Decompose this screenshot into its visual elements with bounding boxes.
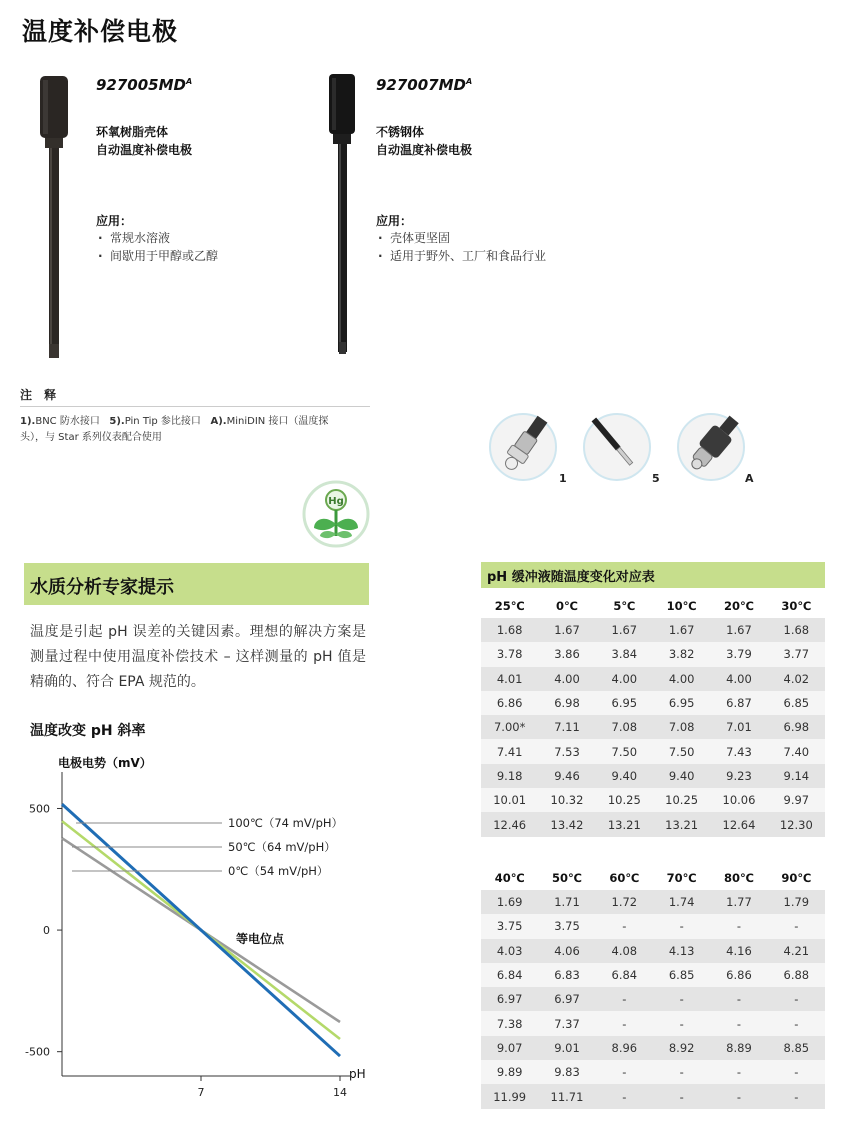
table-cell: 6.98 [768, 715, 825, 739]
y-tick-label: 0 [43, 924, 50, 938]
table-cell: 9.01 [538, 1036, 595, 1060]
table-row [481, 914, 825, 938]
table-cell: 1.69 [481, 890, 538, 914]
table-cell: 11.71 [538, 1084, 595, 1108]
table-row [481, 1011, 825, 1035]
application-list [96, 229, 276, 265]
table-cell: 7.43 [710, 739, 767, 763]
table-cell: 9.40 [596, 764, 653, 788]
table-cell: 6.86 [481, 691, 538, 715]
table-cell: 6.95 [653, 691, 710, 715]
table-cell: 7.50 [653, 739, 710, 763]
x-tick-label: 7 [197, 1086, 205, 1099]
table-row [481, 788, 825, 812]
table-cell: 9.83 [538, 1060, 595, 1084]
table-row [481, 739, 825, 763]
table-cell: 6.85 [768, 691, 825, 715]
buffer-table-header [481, 562, 825, 588]
table-cell: 1.68 [768, 618, 825, 642]
pin-tip-connector-icon [583, 413, 651, 481]
table-cell: 1.79 [768, 890, 825, 914]
column-header: 40℃ [481, 866, 538, 890]
table-cell: 3.77 [768, 642, 825, 666]
tips-title: 水质分析专家提示 [30, 577, 174, 598]
electrode-927005-image [36, 74, 72, 364]
table-cell: 10.01 [481, 788, 538, 812]
x-axis-label: pH [349, 1067, 366, 1081]
column-header: 10℃ [653, 594, 710, 618]
column-header: 80℃ [710, 866, 767, 890]
column-header: 25℃ [481, 594, 538, 618]
chart-title: 温度改变 pH 斜率 [30, 723, 146, 739]
table-cell: 1.67 [538, 618, 595, 642]
table-cell: - [710, 914, 767, 938]
table-row [481, 642, 825, 666]
table-cell: 6.95 [596, 691, 653, 715]
list-item: · 适用于野外、工厂和食品行业 [376, 247, 552, 265]
table-cell: 13.21 [653, 812, 710, 836]
tips-header [24, 563, 369, 605]
table-cell: 6.85 [653, 963, 710, 987]
table-cell: - [596, 1084, 653, 1108]
column-header: 50℃ [538, 866, 595, 890]
table-row [481, 667, 825, 691]
table-cell: 1.68 [481, 618, 538, 642]
notes-title: 注 释 [20, 388, 61, 402]
table-row [481, 987, 825, 1011]
table-cell: 7.08 [653, 715, 710, 739]
isopotential-point [200, 929, 203, 932]
table-cell: 6.84 [596, 963, 653, 987]
table-cell: 7.08 [596, 715, 653, 739]
table-cell: 9.18 [481, 764, 538, 788]
table-cell: 1.77 [710, 890, 767, 914]
column-header: 90℃ [768, 866, 825, 890]
table-row [481, 963, 825, 987]
table-cell: 3.86 [538, 642, 595, 666]
slope-chart [0, 740, 420, 1110]
column-header: 30℃ [768, 594, 825, 618]
table-cell: - [768, 1011, 825, 1035]
table-cell: - [596, 914, 653, 938]
table-cell: 7.41 [481, 739, 538, 763]
table-cell: 7.40 [768, 739, 825, 763]
table-cell: 10.25 [653, 788, 710, 812]
table-cell: 8.89 [710, 1036, 767, 1060]
tips-text: 温度是引起 pH 误差的关键因素。理想的解决方案是测量过程中使用温度补偿技术 – 这样测量的 pH 值是精确的、符合 EPA 规范的。 [30, 624, 366, 690]
table-cell: 13.42 [538, 812, 595, 836]
table-cell: 3.79 [710, 642, 767, 666]
table-cell: 12.46 [481, 812, 538, 836]
table-cell: 3.78 [481, 642, 538, 666]
table-row [481, 939, 825, 963]
product-model: $927005MD^A$ [96, 76, 193, 94]
electrode-927007-image [325, 72, 361, 362]
table-row [481, 1036, 825, 1060]
buffer-table-high-temp [481, 866, 825, 1109]
svg-text:Hg: Hg [328, 496, 344, 507]
table-row [481, 618, 825, 642]
table-cell: 1.67 [653, 618, 710, 642]
product-model: $927007MD^A$ [376, 76, 473, 94]
column-header: 20℃ [710, 594, 767, 618]
y-tick-label: 500 [29, 802, 50, 816]
legend-label: 0℃（54 mV/pH） [228, 864, 329, 878]
table-cell: - [710, 1060, 767, 1084]
table-cell: 6.84 [481, 963, 538, 987]
table-cell: - [653, 914, 710, 938]
table-cell: - [653, 1011, 710, 1035]
column-header: 5℃ [596, 594, 653, 618]
application-title: 应用： [376, 214, 413, 228]
legend-label: 100℃（74 mV/pH） [228, 816, 344, 830]
table-cell: 3.82 [653, 642, 710, 666]
table-cell: 9.97 [768, 788, 825, 812]
table-cell: - [768, 1060, 825, 1084]
table-cell: - [710, 987, 767, 1011]
table-cell: 10.32 [538, 788, 595, 812]
x-tick-label: 14 [333, 1086, 347, 1099]
table-cell: 1.72 [596, 890, 653, 914]
table-cell: 6.83 [538, 963, 595, 987]
table-cell: 12.64 [710, 812, 767, 836]
table-cell: 7.53 [538, 739, 595, 763]
table-cell: 6.98 [538, 691, 595, 715]
connector-label: A [745, 472, 754, 485]
table-cell: 8.96 [596, 1036, 653, 1060]
table-row [481, 764, 825, 788]
table-cell: 7.50 [596, 739, 653, 763]
table-cell: 6.97 [481, 987, 538, 1011]
product-description: 环氧树脂壳体 自动温度补偿电极 [96, 125, 193, 157]
table-cell: - [596, 1011, 653, 1035]
table-cell: 3.75 [481, 914, 538, 938]
table-cell: 4.21 [768, 939, 825, 963]
table-cell: 1.67 [596, 618, 653, 642]
notes-text: 1).BNC 防水接口 5).Pin Tip 参比接口 A).MiniDIN 接口（温度探头），与 Star 系列仪表配合使用 [20, 416, 329, 443]
table-cell: 11.99 [481, 1084, 538, 1108]
legend-label: 50℃（64 mV/pH） [228, 840, 336, 854]
table-cell: - [710, 1084, 767, 1108]
table-cell: 9.14 [768, 764, 825, 788]
table-cell: 10.25 [596, 788, 653, 812]
table-cell: 4.08 [596, 939, 653, 963]
table-cell: 4.06 [538, 939, 595, 963]
table-row [481, 812, 825, 836]
table-row [481, 715, 825, 739]
table-row [481, 890, 825, 914]
table-cell: 7.38 [481, 1011, 538, 1035]
table-cell: 4.02 [768, 667, 825, 691]
table-cell: 7.11 [538, 715, 595, 739]
table-cell: 10.06 [710, 788, 767, 812]
column-header: 60℃ [596, 866, 653, 890]
connector-label: 5 [652, 472, 660, 485]
table-cell: 4.00 [710, 667, 767, 691]
list-item: · 壳体更坚固 [376, 229, 552, 247]
table-cell: 6.86 [710, 963, 767, 987]
table-cell: 6.88 [768, 963, 825, 987]
table-cell: 1.74 [653, 890, 710, 914]
table-cell: 4.03 [481, 939, 538, 963]
application-list [376, 229, 552, 265]
table-cell: 4.00 [653, 667, 710, 691]
table-cell: - [653, 1060, 710, 1084]
table-cell: 12.30 [768, 812, 825, 836]
table-cell: - [768, 1084, 825, 1108]
table-cell: 3.75 [538, 914, 595, 938]
product-description: 不锈钢体 自动温度补偿电极 [376, 125, 473, 157]
table-cell: 7.37 [538, 1011, 595, 1035]
table-cell: 6.97 [538, 987, 595, 1011]
buffer-table-low-temp [481, 594, 825, 837]
bnc-connector-icon [489, 413, 557, 481]
table-cell: 7.00* [481, 715, 538, 739]
table-cell: 4.13 [653, 939, 710, 963]
table-cell: 9.46 [538, 764, 595, 788]
y-tick-label: -500 [25, 1045, 50, 1059]
table-cell: 13.21 [596, 812, 653, 836]
table-cell: - [768, 914, 825, 938]
table-cell: 4.16 [710, 939, 767, 963]
table-cell: - [768, 987, 825, 1011]
table-cell: 9.07 [481, 1036, 538, 1060]
table-cell: 4.01 [481, 667, 538, 691]
table-row [481, 1060, 825, 1084]
notes-divider [20, 406, 370, 407]
page-title: 温度补偿电极 [22, 17, 179, 46]
y-axis-label: 电极电势（mV） [58, 756, 152, 770]
list-item: · 间歇用于甲醇或乙醇 [96, 247, 276, 265]
minidin-connector-icon [677, 413, 745, 481]
table-cell: 3.84 [596, 642, 653, 666]
list-item: · 常规水溶液 [96, 229, 276, 247]
table-cell: - [710, 1011, 767, 1035]
table-cell: 7.01 [710, 715, 767, 739]
table-cell: 4.00 [596, 667, 653, 691]
column-header: 70℃ [653, 866, 710, 890]
table-cell: - [653, 1084, 710, 1108]
table-cell: 9.23 [710, 764, 767, 788]
table-cell: 8.85 [768, 1036, 825, 1060]
application-title: 应用： [96, 214, 133, 228]
hg-free-plant-icon [302, 480, 370, 548]
table-cell: 6.87 [710, 691, 767, 715]
table-cell: - [596, 1060, 653, 1084]
table-row [481, 1084, 825, 1108]
table-cell: - [653, 987, 710, 1011]
table-cell: 4.00 [538, 667, 595, 691]
table-cell: - [596, 987, 653, 1011]
buffer-table-title: pH 缓冲液随温度变化对应表 [487, 570, 655, 585]
table-cell: 1.71 [538, 890, 595, 914]
connector-label: 1 [559, 472, 567, 485]
table-cell: 8.92 [653, 1036, 710, 1060]
table-cell: 9.89 [481, 1060, 538, 1084]
column-header: 0℃ [538, 594, 595, 618]
table-cell: 1.67 [710, 618, 767, 642]
isopotential-label: 等电位点 [236, 932, 285, 946]
table-cell: 9.40 [653, 764, 710, 788]
table-row [481, 691, 825, 715]
